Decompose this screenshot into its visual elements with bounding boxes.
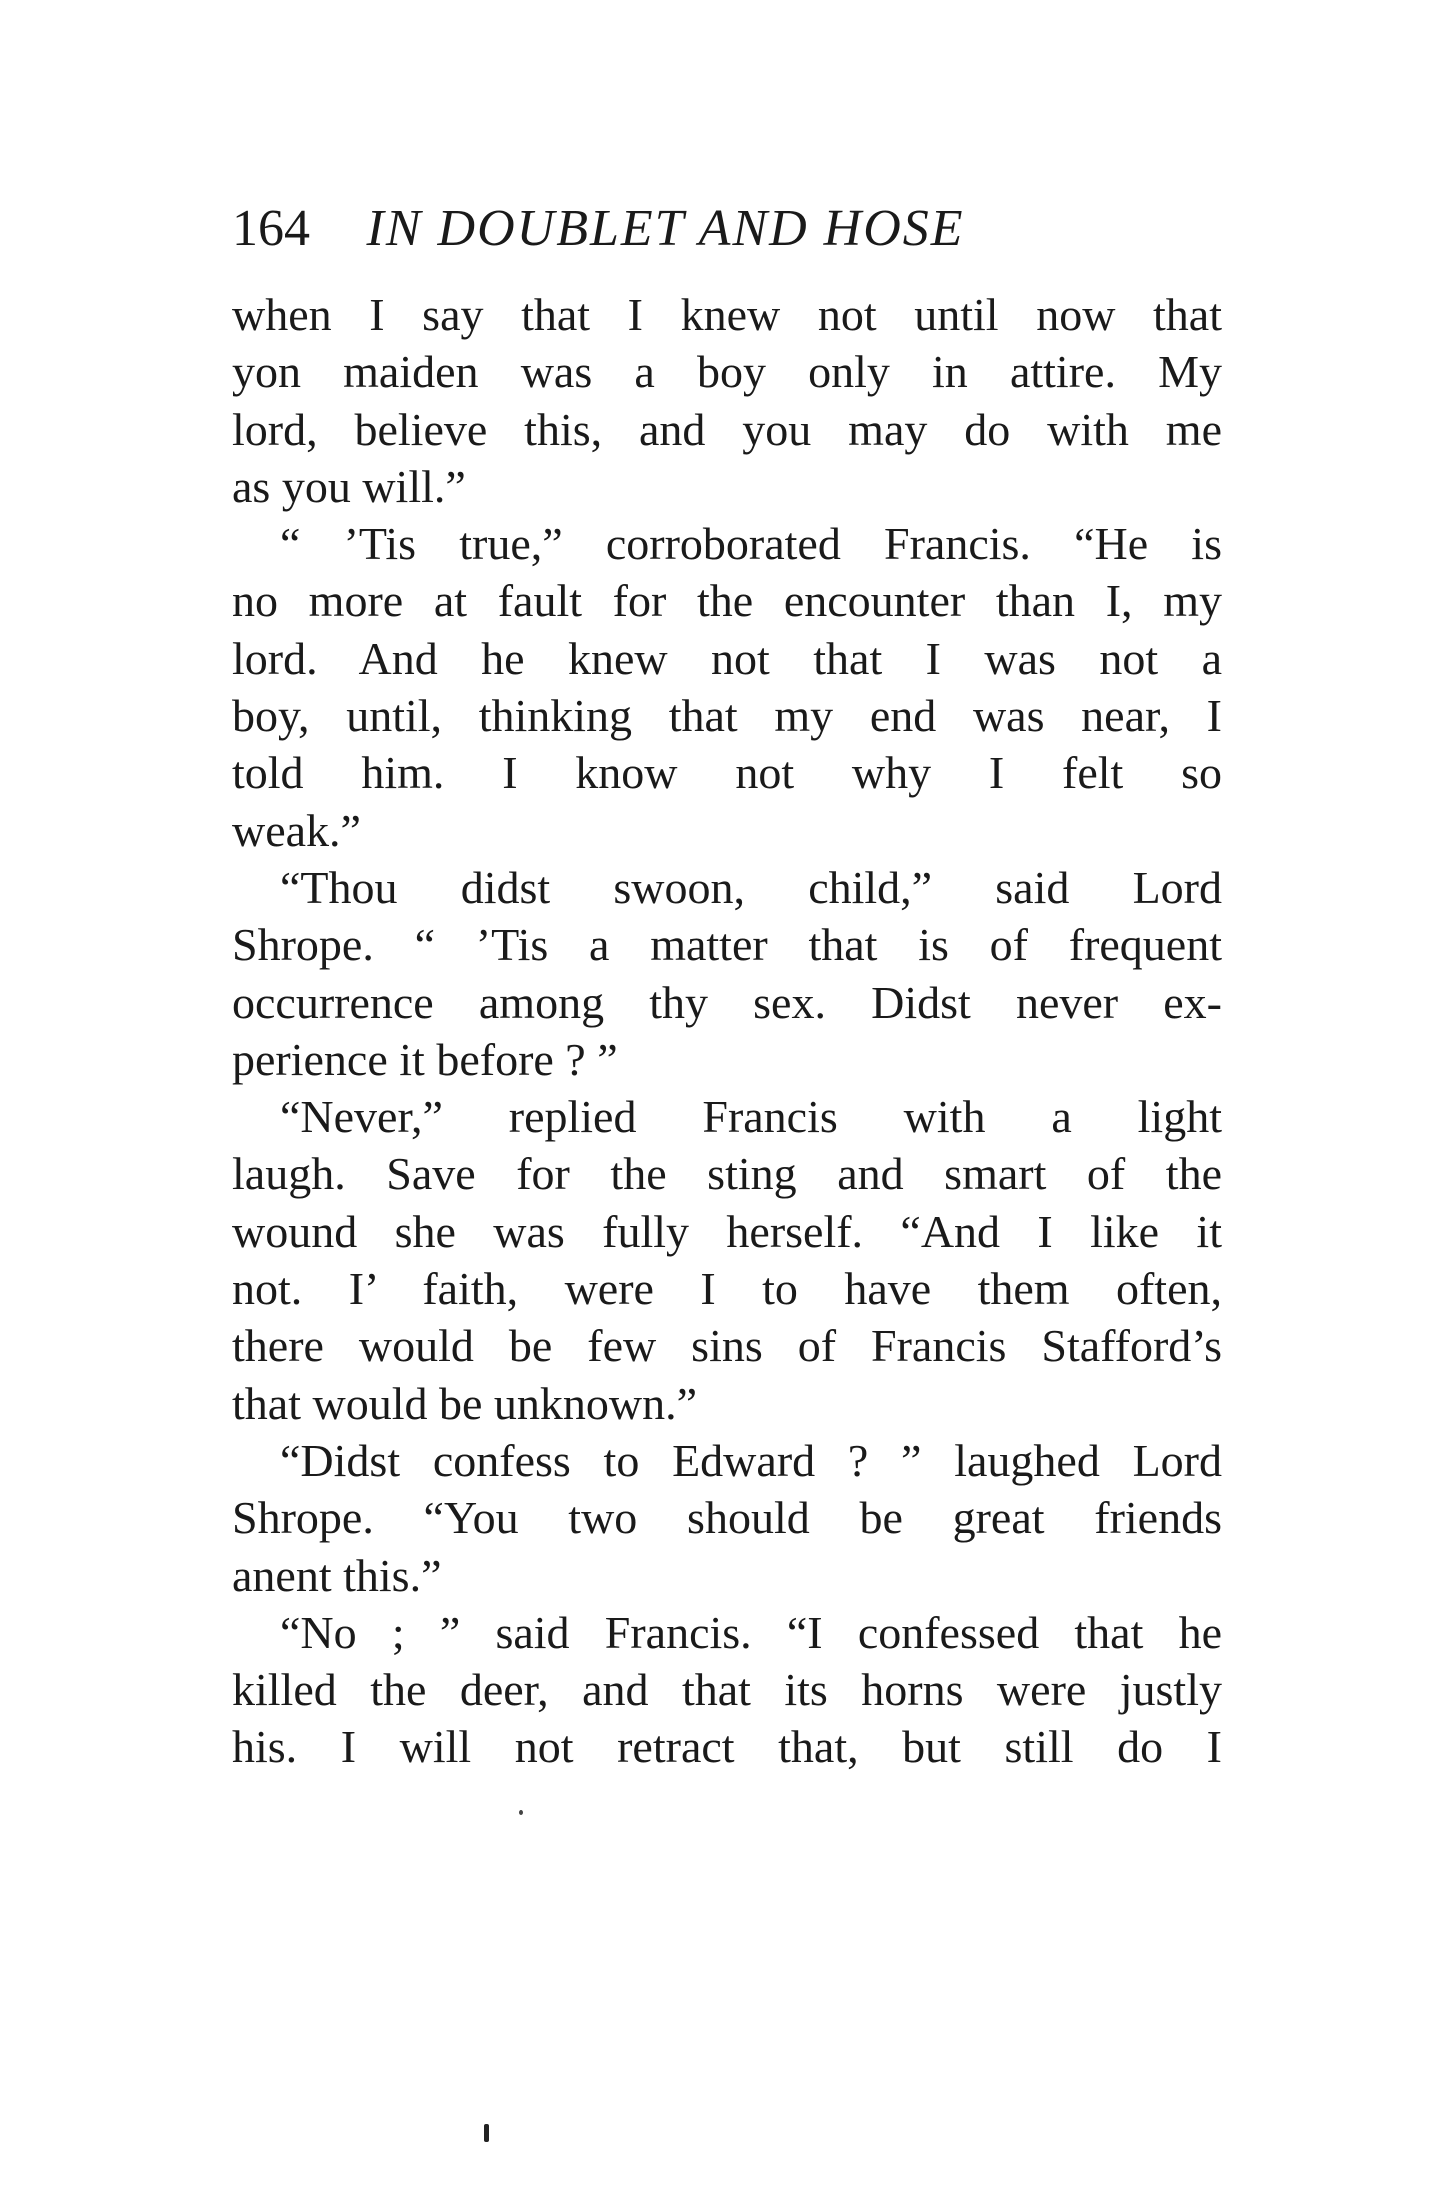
text-line: his. I will not retract that, but still do I	[232, 1721, 1222, 1773]
text-line: lord, believe this, and you may do with me	[232, 403, 1222, 455]
body-text	[232, 286, 1222, 1776]
text-line: weak.”	[232, 804, 361, 856]
text-line: “Thou didst swoon, child,” said Lord	[280, 861, 1222, 913]
text-line: that would be unknown.”	[232, 1377, 698, 1429]
text-line: no more at fault for the encounter than I, my	[232, 575, 1222, 627]
text-line: lord. And he knew not that I was not a	[232, 632, 1222, 684]
text-line: anent this.”	[232, 1549, 442, 1601]
page-number: 164	[232, 200, 310, 257]
text-line: Shrope. “You two should be great friends	[232, 1492, 1222, 1544]
text-line: “Didst confess to Edward ? ” laughed Lord	[280, 1434, 1222, 1486]
text-line: laugh. Save for the sting and smart of the	[232, 1148, 1222, 1200]
text-line: there would be few sins of Francis Stafford’s	[232, 1320, 1222, 1372]
print-mark	[484, 2124, 489, 2142]
text-line: not. I’ faith, were I to have them often,	[232, 1263, 1222, 1315]
text-line: Shrope. “ ’Tis a matter that is of frequent	[232, 919, 1222, 971]
text-line: told him. I know not why I felt so	[232, 747, 1222, 799]
text-line: wound she was fully herself. “And I like it	[232, 1205, 1222, 1257]
text-line: as you will.”	[232, 460, 466, 512]
text-line: perience it before ? ”	[232, 1033, 618, 1085]
text-line: killed the deer, and that its horns were justly	[232, 1664, 1222, 1716]
text-line: yon maiden was a boy only in attire. My	[232, 346, 1222, 398]
print-speck	[519, 1810, 523, 1815]
text-line: “No ; ” said Francis. “I confessed that he	[280, 1606, 1222, 1658]
text-line: when I say that I knew not until now that	[232, 289, 1222, 340]
text-line: “ ’Tis true,” corroborated Francis. “He is	[280, 518, 1222, 570]
text-line: boy, until, thinking that my end was near, I	[232, 690, 1222, 742]
text-line: “Never,” replied Francis with a light	[280, 1091, 1222, 1143]
page-header	[232, 188, 1232, 268]
running-title: IN DOUBLET AND HOSE	[366, 200, 965, 257]
text-line: occurrence among thy sex. Didst never ex-	[232, 976, 1222, 1028]
